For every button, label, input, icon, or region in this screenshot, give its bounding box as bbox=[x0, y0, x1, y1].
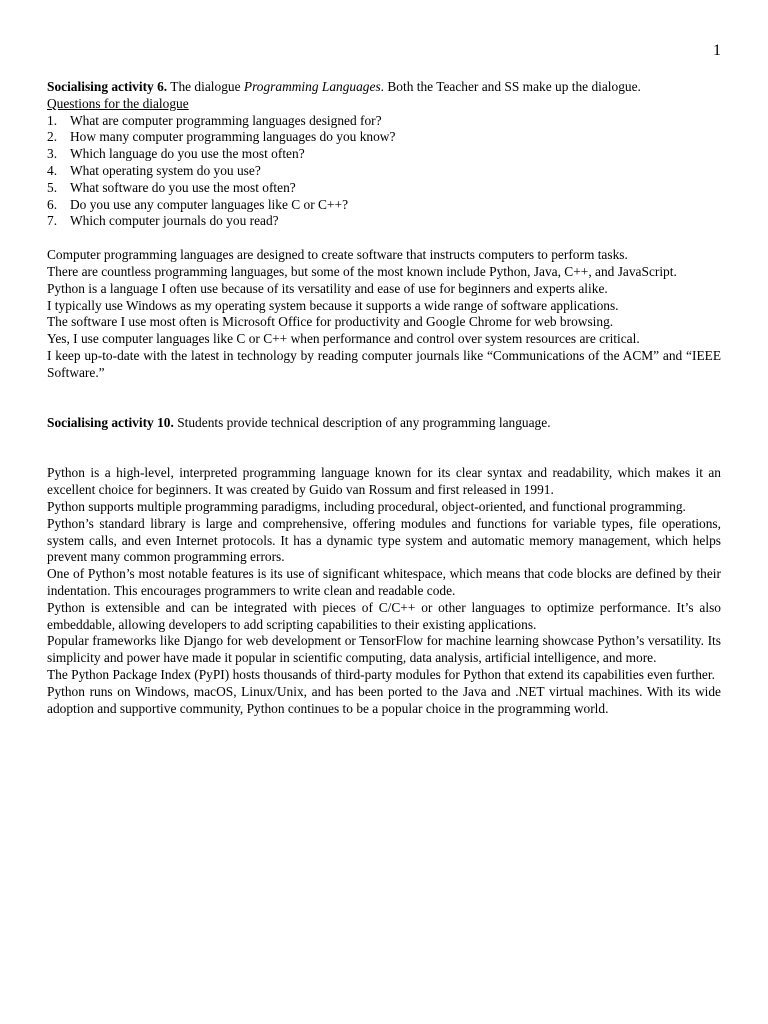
document-body bbox=[47, 79, 721, 717]
question-item bbox=[47, 113, 721, 130]
answer-paragraph: Python is a language I often use because of its versatility and ease of use for beginners and experts alike. bbox=[47, 280, 608, 296]
answer-paragraph: There are countless programming languages, but some of the most known include Python, Java, C++, and JavaScript. bbox=[47, 263, 677, 279]
description-paragraph: Popular frameworks like Django for web development or TensorFlow for machine learning showcase Python’s versatility. Its simplicity and power have made it popular in scientific computing, data analysis, artificial intelligence, and more. bbox=[47, 633, 721, 666]
activity10-intro-text: Students provide technical description of any programming language. bbox=[173, 414, 551, 430]
activity6-title: Socialising activity 6. bbox=[47, 79, 168, 94]
questions-heading: Questions for the dialogue bbox=[47, 95, 189, 111]
activity6-intro-before: The dialogue bbox=[167, 79, 244, 94]
description-paragraph: Python runs on Windows, macOS, Linux/Unix, and has been ported to the Java and .NET virtual machines. With its wide adoption and supportive community, Python continues to be a popular choice in the programming world. bbox=[47, 683, 721, 716]
question-text: What are computer programming languages designed for? bbox=[70, 112, 382, 128]
activity6-intro-after: . Both the Teacher and SS make up the dialogue. bbox=[380, 79, 641, 94]
question-item bbox=[47, 197, 721, 214]
question-number: 2. bbox=[47, 129, 58, 145]
answer-paragraph: The software I use most often is Microsoft Office for productivity and Google Chrome for web browsing. bbox=[47, 314, 614, 330]
question-number: 5. bbox=[47, 179, 58, 195]
question-number: 7. bbox=[47, 213, 58, 229]
description-paragraph: One of Python’s most notable features is its use of significant whitespace, which means that code blocks are defined by their indentation. This encourages programmers to write clean and readable code. bbox=[47, 566, 721, 598]
answer-paragraph: I typically use Windows as my operating system because it supports a wide range of software applications. bbox=[47, 297, 619, 313]
question-item bbox=[47, 180, 721, 197]
question-text: What software do you use the most often? bbox=[70, 179, 296, 195]
question-number: 6. bbox=[47, 196, 58, 212]
page-number: 1 bbox=[713, 42, 721, 59]
answer-paragraph: Computer programming languages are designed to create software that instructs computers to perform tasks. bbox=[47, 247, 628, 263]
question-text: What operating system do you use? bbox=[70, 162, 261, 178]
description-paragraph: The Python Package Index (PyPI) hosts thousands of third-party modules for Python that extend its capabilities even further. bbox=[47, 666, 715, 682]
description-paragraph: Python is a high-level, interpreted programming language known for its clear syntax and readability, which makes it an excellent choice for beginners. It was created by Guido van Rossum and first released in 1991. bbox=[47, 465, 721, 498]
question-number: 1. bbox=[47, 112, 58, 128]
description-paragraph: Python’s standard library is large and comprehensive, offering modules and functions for variable types, file operations, system calls, and even Internet protocols. It has a dynamic type system and automatic memory management, which helps prevent many common programming errors. bbox=[47, 515, 721, 565]
question-item bbox=[47, 213, 721, 230]
activity6-intro bbox=[47, 79, 721, 96]
question-item bbox=[47, 163, 721, 180]
question-text: Do you use any computer languages like C or C++? bbox=[70, 196, 349, 212]
question-number: 4. bbox=[47, 162, 58, 178]
question-text: Which computer journals do you read? bbox=[70, 213, 279, 229]
question-text: Which language do you use the most often? bbox=[70, 146, 305, 162]
answer-paragraph: Yes, I use computer languages like C or C++ when performance and control over system resources are critical. bbox=[47, 331, 640, 347]
activity10-title: Socialising activity 10. bbox=[47, 414, 174, 430]
activity6-dialogue-title: Programming Languages bbox=[243, 79, 381, 94]
question-item bbox=[47, 129, 721, 146]
question-item bbox=[47, 146, 721, 163]
answer-paragraph: I keep up-to-date with the latest in technology by reading computer journals like “Communications of the ACM” and “IEEE Software.” bbox=[47, 347, 721, 380]
activity10-intro bbox=[47, 415, 721, 432]
questions-list bbox=[47, 113, 721, 231]
description-paragraph: Python supports multiple programming paradigms, including procedural, object-oriented, and functional programming. bbox=[47, 498, 686, 514]
question-text: How many computer programming languages do you know? bbox=[70, 129, 396, 145]
description-paragraph: Python is extensible and can be integrated with pieces of C/C++ or other languages to optimize performance. It’s also embeddable, allowing developers to add scripting capabilities to their existing applications. bbox=[47, 599, 721, 632]
question-number: 3. bbox=[47, 146, 58, 162]
